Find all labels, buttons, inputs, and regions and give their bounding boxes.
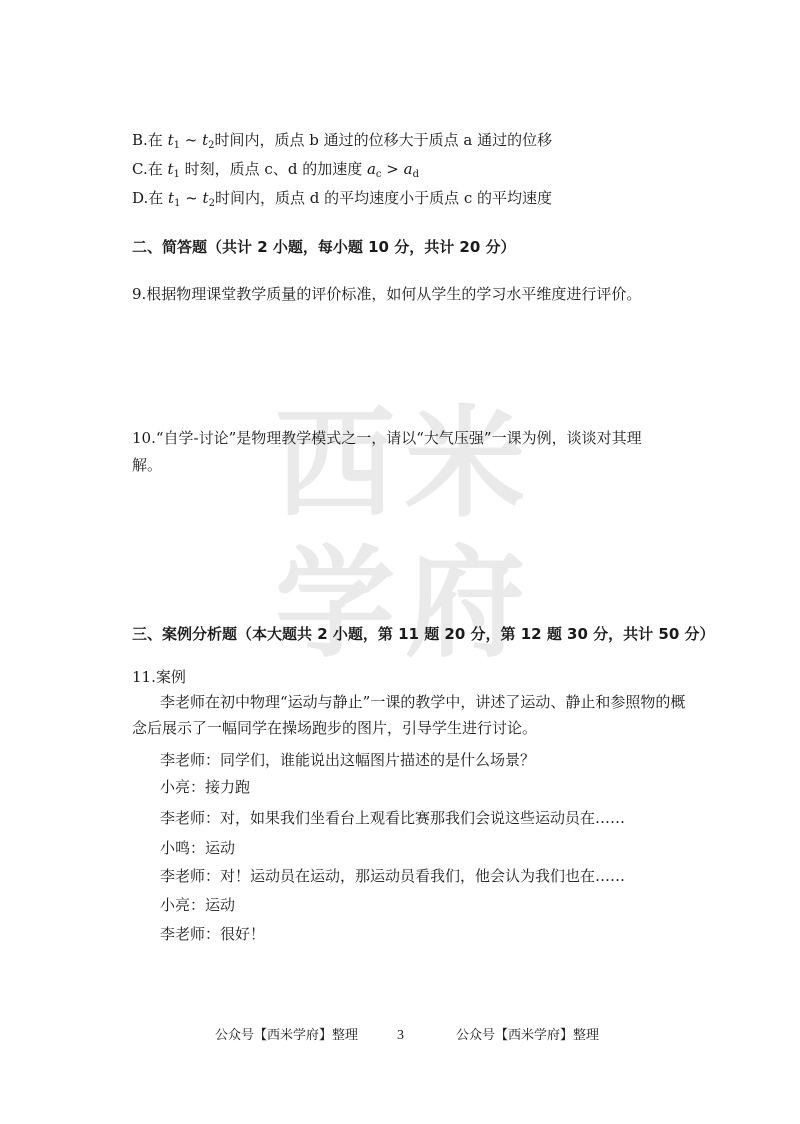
footer-left: 公众号【西米学府】整理 bbox=[215, 1028, 359, 1043]
footer-right: 公众号【西米学府】整理 bbox=[456, 1028, 600, 1043]
dialogue-line: 小鸣：运动 bbox=[160, 839, 236, 857]
watermark-char: 米 bbox=[405, 395, 525, 534]
dialogue-line: 李老师：很好！ bbox=[160, 925, 266, 943]
case-paragraph-line-1: 李老师在初中物理“运动与静止”一课的教学中，讲述了运动、静止和参照物的概 bbox=[160, 693, 686, 711]
case-paragraph-line-2: 念后展示了一幅同学在操场跑步的图片，引导学生进行讨论。 bbox=[132, 719, 538, 737]
section-heading-case-analysis: 三、案例分析题（本大题共 2 小题，第 11 题 20 分，第 12 题 30 分，共计 50 分） bbox=[132, 625, 715, 643]
section-heading-short-answer: 二、简答题（共计 2 小题，每小题 10 分，共计 20 分） bbox=[132, 238, 516, 256]
question-10-line-2: 解。 bbox=[132, 456, 163, 474]
question-10-line-1: 10.“自学-讨论”是物理教学模式之一，请以“大气压强”一课为例，谈谈对其理 bbox=[132, 429, 642, 447]
question-9: 9.根据物理课堂教学质量的评价标准，如何从学生的学习水平维度进行评价。 bbox=[132, 285, 642, 303]
dialogue-line: 李老师：对！运动员在运动，那运动员看我们，他会认为我们也在…… bbox=[160, 867, 626, 885]
dialogue-line: 李老师：对，如果我们坐看台上观看比赛那我们会说这些运动员在…… bbox=[160, 809, 626, 827]
dialogue-line: 李老师：同学们，谁能说出这幅图片描述的是什么场景？ bbox=[160, 751, 536, 769]
watermark-char: 西 bbox=[275, 395, 395, 534]
watermark-char: 府 bbox=[405, 535, 525, 674]
page-number: 3 bbox=[397, 1028, 404, 1043]
dialogue-line: 小亮：运动 bbox=[160, 896, 236, 914]
option-b: B.在 $t_1$ ~ $t_2$时间内，质点 b 通过的位移大于质点 a 通过的位移 bbox=[132, 131, 553, 151]
question-11-title: 11.案例 bbox=[132, 668, 186, 686]
option-c: C.在 $t_1$ 时刻，质点 c、d 的加速度 $a_c > a_d$ bbox=[132, 160, 419, 180]
option-d: D.在 $t_1$ ~ $t_2$时间内，质点 d 的平均速度小于质点 c 的平均速度 bbox=[132, 189, 553, 209]
watermark-char: 学 bbox=[275, 535, 395, 674]
dialogue-line: 小亮：接力跑 bbox=[160, 778, 251, 796]
